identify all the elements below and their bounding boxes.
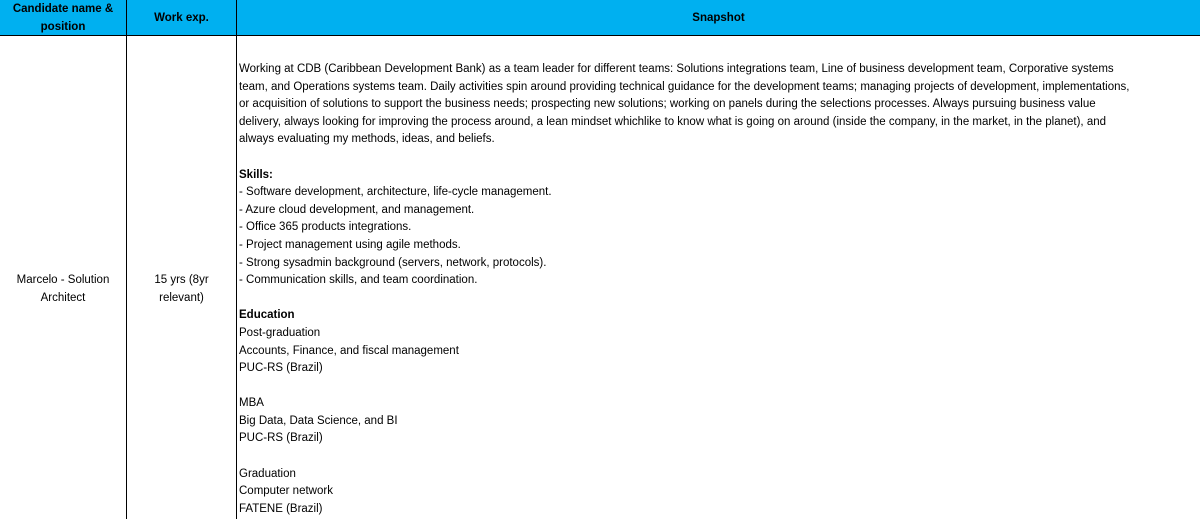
education-field: Computer network: [239, 485, 333, 498]
header-snapshot[interactable]: Snapshot: [237, 0, 1200, 36]
skill-item: - Software development, architecture, life-cycle management.: [239, 186, 552, 199]
skill-item: - Azure cloud development, and management.: [239, 203, 475, 216]
summary-line: delivery, always looking for improving the process around, a lean mindset whichlike to know what is going on around (inside the company, in the market, in the planet), and: [239, 115, 1107, 128]
education-degree: MBA: [239, 397, 264, 410]
education-field: Accounts, Finance, and fiscal management: [239, 344, 459, 357]
skill-item: - Strong sysadmin background (servers, network, protocols).: [239, 256, 547, 269]
candidate-name: Marcelo - Solution Architect: [16, 274, 110, 304]
summary-line: Working at CDB (Caribbean Development Bank) as a team leader for different teams: Solutions integrations team, Line of business development team, Corporative systems: [239, 63, 1114, 75]
summary-line: team, and Operations systems team. Daily activities spin around providing technical guidance for the development teams; managing projects of development, implementations,: [239, 80, 1130, 93]
education-degree: Post-graduation: [239, 326, 321, 339]
cell-work-exp[interactable]: [127, 36, 237, 519]
education-field: Big Data, Data Science, and BI: [239, 414, 398, 427]
header-work-exp[interactable]: Work exp.: [127, 0, 237, 36]
skill-item: - Communication skills, and team coordination.: [239, 274, 478, 287]
skills-heading: Skills:: [239, 168, 273, 181]
summary-line: always evaluating my methods, ideas, and beliefs.: [239, 133, 495, 146]
cell-snapshot[interactable]: [237, 36, 1200, 519]
education-school: PUC-RS (Brazil): [239, 432, 323, 445]
summary-line: or acquisition of solutions to support the business needs; prospecting new solutions; working on panels during the selections processes. Always pursuing business value: [239, 98, 1096, 111]
skill-item: - Office 365 products integrations.: [239, 221, 412, 234]
education-school: PUC-RS (Brazil): [239, 362, 323, 375]
skill-item: - Project management using agile methods.: [239, 238, 461, 251]
education-degree: Graduation: [239, 467, 296, 480]
header-candidate[interactable]: Candidate name & position: [0, 0, 127, 36]
cell-candidate[interactable]: [0, 36, 127, 519]
education-school: FATENE (Brazil): [239, 502, 323, 515]
snapshot-text: [239, 61, 1199, 518]
education-heading: Education: [239, 309, 295, 322]
work-experience: 15 yrs (8yr relevant): [154, 274, 209, 304]
